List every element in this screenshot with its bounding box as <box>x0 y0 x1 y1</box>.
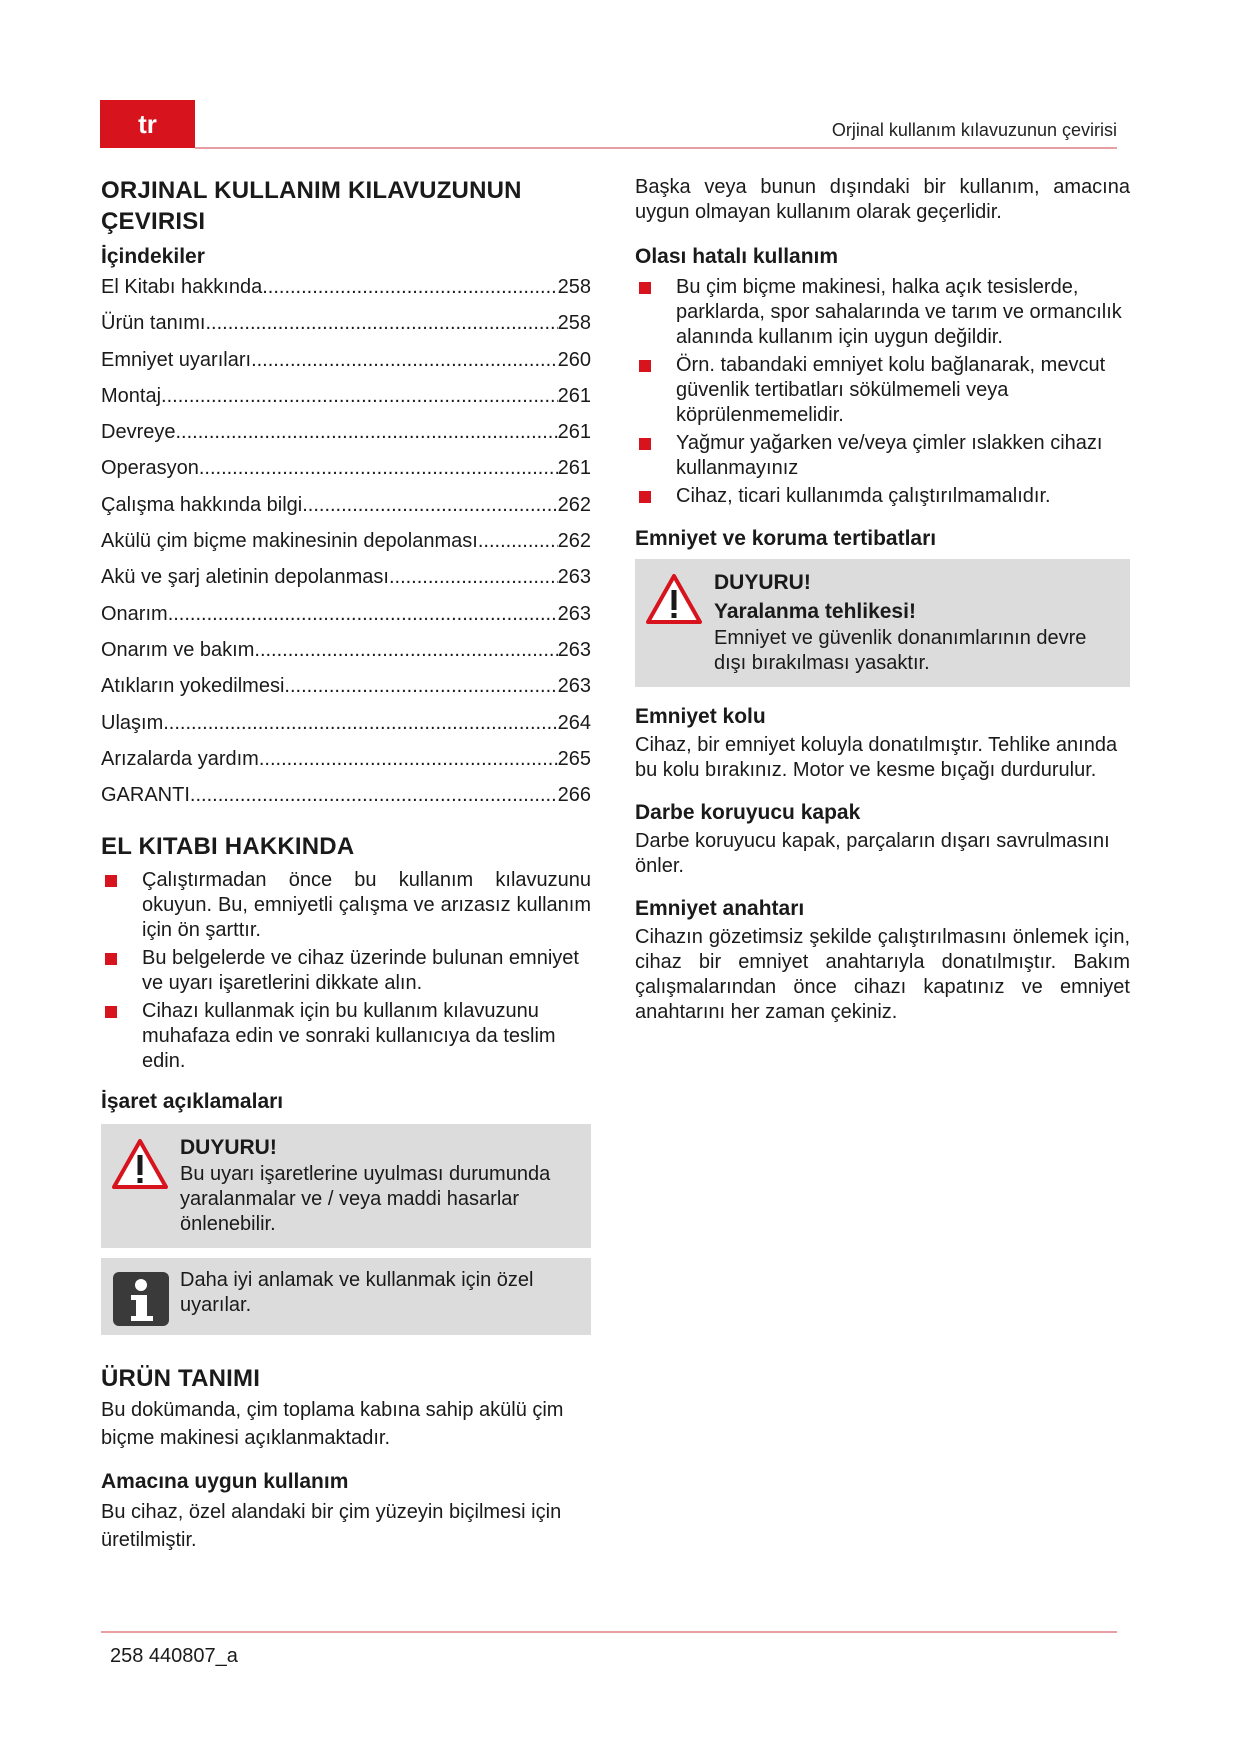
toc-entry-page: 265 <box>557 747 591 770</box>
table-of-contents <box>101 275 591 819</box>
info-icon <box>113 1272 169 1326</box>
toc-entry-label: El Kitabı hakkında <box>101 276 263 298</box>
bullet-square-icon <box>639 282 651 294</box>
toc-entry-label: Akü ve şarj aletinin depolanması <box>101 566 389 589</box>
toc-title: İçindekiler <box>101 245 205 268</box>
toc-leader-dots <box>262 275 557 300</box>
toc-entry-label: GARANTI <box>101 784 190 807</box>
toc-leader-dots <box>175 420 557 445</box>
subsection-title-darbe: Darbe koruyucu kapak <box>635 801 861 824</box>
bullet-square-icon <box>639 360 651 372</box>
toc-leader-dots <box>389 565 558 590</box>
toc-leader-dots <box>251 348 558 373</box>
subsection-title-olasi: Olası hatalı kullanım <box>635 245 839 268</box>
toc-entry[interactable] <box>101 493 591 529</box>
toc-entry-label: Montaj <box>101 384 162 407</box>
olasi-bullets <box>635 275 1130 509</box>
list-item: Örn. tabandaki emniyet kolu bağlanarak, mevcut güvenlik tertibatları sökülmemeli veya köprülenmemelidir. <box>635 353 1130 428</box>
toc-entry[interactable] <box>101 565 591 601</box>
kolu-text: Cihaz, bir emniyet koluyla donatılmıştır. Tehlike anında bu kolu bırakınız. Motor ve kesme bıçağı durdurulur. <box>635 734 1118 781</box>
list-item: Yağmur yağarken ve/veya çimler ıslakken cihazı kullanmayınız <box>635 431 1130 481</box>
warning-triangle-icon <box>645 573 703 625</box>
bullet-square-icon <box>105 953 117 965</box>
toc-entry-page: 263 <box>557 566 591 589</box>
toc-entry-label: Onarım <box>101 602 168 625</box>
section-title-el-kitabi: EL KITABI HAKKINDA <box>101 833 355 861</box>
toc-entry[interactable] <box>101 348 591 384</box>
intro-text: Başka veya bunun dışındaki bir kullanım, amacına uygun olmayan kullanım olarak geçerlidir. <box>635 176 1130 223</box>
notice-text: Emniyet ve güvenlik donanımlarının devre dışı bırakılması yasaktır. <box>714 627 1087 674</box>
toc-entry-page: 262 <box>557 530 591 553</box>
toc-entry-page: 262 <box>557 493 591 516</box>
toc-entry-label: Ulaşım <box>101 711 164 734</box>
bullet-square-icon <box>105 875 117 887</box>
main-title: ORJINAL KULLANIM KILAVUZUNUN ÇEVIRISI <box>101 177 522 235</box>
toc-entry-label: Akülü çim biçme makinesinin depolanması <box>101 530 478 553</box>
toc-leader-dots <box>190 783 558 808</box>
toc-entry-page: 266 <box>557 784 591 807</box>
warning-triangle-icon <box>111 1138 169 1190</box>
toc-entry[interactable] <box>101 384 591 420</box>
notice-title: DUYURU! <box>180 1136 277 1160</box>
subsection-title-kolu: Emniyet kolu <box>635 705 766 728</box>
toc-entry-label: Ürün tanımı <box>101 312 206 335</box>
toc-entry[interactable] <box>101 311 591 347</box>
notice-text: Bu uyarı işaretlerine uyulması durumunda yaralanmalar ve / veya maddi hasarlar önlenebilir. <box>180 1163 551 1236</box>
toc-entry-page: 261 <box>557 384 591 407</box>
toc-leader-dots <box>478 529 558 554</box>
toc-entry[interactable] <box>101 783 591 819</box>
subsection-title-anahtar: Emniyet anahtarı <box>635 897 805 920</box>
toc-leader-dots <box>161 384 558 409</box>
toc-entry[interactable] <box>101 275 591 311</box>
toc-entry[interactable] <box>101 711 591 747</box>
toc-entry-page: 260 <box>557 348 591 371</box>
toc-entry-label: Devreye <box>101 421 176 444</box>
notice-box <box>101 1124 591 1248</box>
list-item: Çalıştırmadan önce bu kullanım kılavuzunu okuyun. Bu, emniyetli çalışma ve arızasız kullanım için ön şarttır. <box>101 868 591 943</box>
anahtar-text: Cihazın gözetimsiz şekilde çalıştırılmasını önlemek için, cihaz bir emniyet anahtarıyla donatılmıştır. Bakım çalışmalarından önce cihazı kapatınız ve emniyet anahtarını her zaman çekiniz. <box>635 926 1130 1023</box>
list-item: Bu belgelerde ve cihaz üzerinde bulunan emniyet ve uyarı işaretlerini dikkate alın. <box>101 946 591 996</box>
right-column <box>635 175 1130 1025</box>
list-item: Cihazı kullanmak için bu kullanım kılavuzunu muhafaza edin ve sonraki kullanıcıya da teslim edin. <box>101 999 591 1074</box>
toc-leader-dots <box>168 602 558 627</box>
toc-entry-label: Çalışma hakkında bilgi <box>101 493 303 516</box>
left-column <box>101 175 591 1554</box>
toc-leader-dots <box>163 711 557 736</box>
section-title-urun: ÜRÜN TANIMI <box>101 1365 261 1393</box>
language-tag: tr <box>100 100 195 148</box>
bullet-square-icon <box>105 1006 117 1018</box>
urun-text: Bu dokümanda, çim toplama kabına sahip akülü çim biçme makinesi açıklanmaktadır. <box>101 1399 564 1450</box>
toc-entry-label: Arızalarda yardım <box>101 747 259 770</box>
toc-leader-dots <box>259 747 558 772</box>
header-title: Orjinal kullanım kılavuzunun çevirisi <box>831 120 1117 140</box>
toc-entry[interactable] <box>101 529 591 565</box>
notice-title: DUYURU! <box>714 571 811 594</box>
toc-entry-label: Atıkların yokedilmesi <box>101 675 285 698</box>
bullet-square-icon <box>639 438 651 450</box>
toc-entry[interactable] <box>101 638 591 674</box>
subsection-title-amac: Amacına uygun kullanım <box>101 1470 349 1494</box>
el-kitabi-bullets <box>101 868 591 1074</box>
toc-entry-label: Operasyon <box>101 457 199 480</box>
toc-entry[interactable] <box>101 456 591 492</box>
list-item: Bu çim biçme makinesi, halka açık tesislerde, parklarda, spor sahalarında ve tarım ve ormancılık alanında kullanım için uygun değildir. <box>635 275 1130 350</box>
subsection-title-emniyet-koruma: Emniyet ve koruma tertibatları <box>635 527 937 550</box>
toc-entry-page: 258 <box>557 276 591 298</box>
notice-subtitle: Yaralanma tehlikesi! <box>714 600 916 623</box>
toc-entry-page: 263 <box>557 638 591 661</box>
toc-entry-page: 263 <box>557 675 591 698</box>
header-rule <box>195 147 1117 149</box>
toc-entry[interactable] <box>101 747 591 783</box>
toc-entry[interactable] <box>101 420 591 456</box>
info-text: Daha iyi anlamak ve kullanmak için özel uyarılar. <box>180 1269 534 1317</box>
toc-leader-dots <box>205 311 557 336</box>
toc-leader-dots <box>284 674 557 699</box>
toc-entry-page: 258 <box>557 312 591 335</box>
toc-entry-page: 264 <box>557 711 591 734</box>
notice-box <box>635 559 1130 687</box>
info-box <box>101 1258 591 1335</box>
darbe-text: Darbe koruyucu kapak, parçaların dışarı savrulmasını önler. <box>635 830 1110 877</box>
amac-text: Bu cihaz, özel alandaki bir çim yüzeyin biçilmesi için üretilmiştir. <box>101 1501 562 1552</box>
toc-entry-label: Onarım ve bakım <box>101 638 255 661</box>
toc-entry[interactable] <box>101 674 591 710</box>
footer-rule <box>101 1631 1117 1633</box>
toc-leader-dots <box>302 493 557 518</box>
toc-entry-label: Emniyet uyarıları <box>101 348 252 371</box>
toc-entry-page: 261 <box>557 457 591 480</box>
toc-entry-page: 261 <box>557 421 591 444</box>
footer-page-ref: 258 440807_a <box>110 1645 238 1667</box>
bullet-square-icon <box>639 491 651 503</box>
subsection-title-isaret: İşaret açıklamaları <box>101 1090 284 1114</box>
toc-leader-dots <box>199 456 558 481</box>
list-item: Cihaz, ticari kullanımda çalıştırılmamalıdır. <box>635 484 1130 509</box>
toc-leader-dots <box>254 638 557 663</box>
toc-entry[interactable] <box>101 602 591 638</box>
toc-entry-page: 263 <box>557 602 591 625</box>
